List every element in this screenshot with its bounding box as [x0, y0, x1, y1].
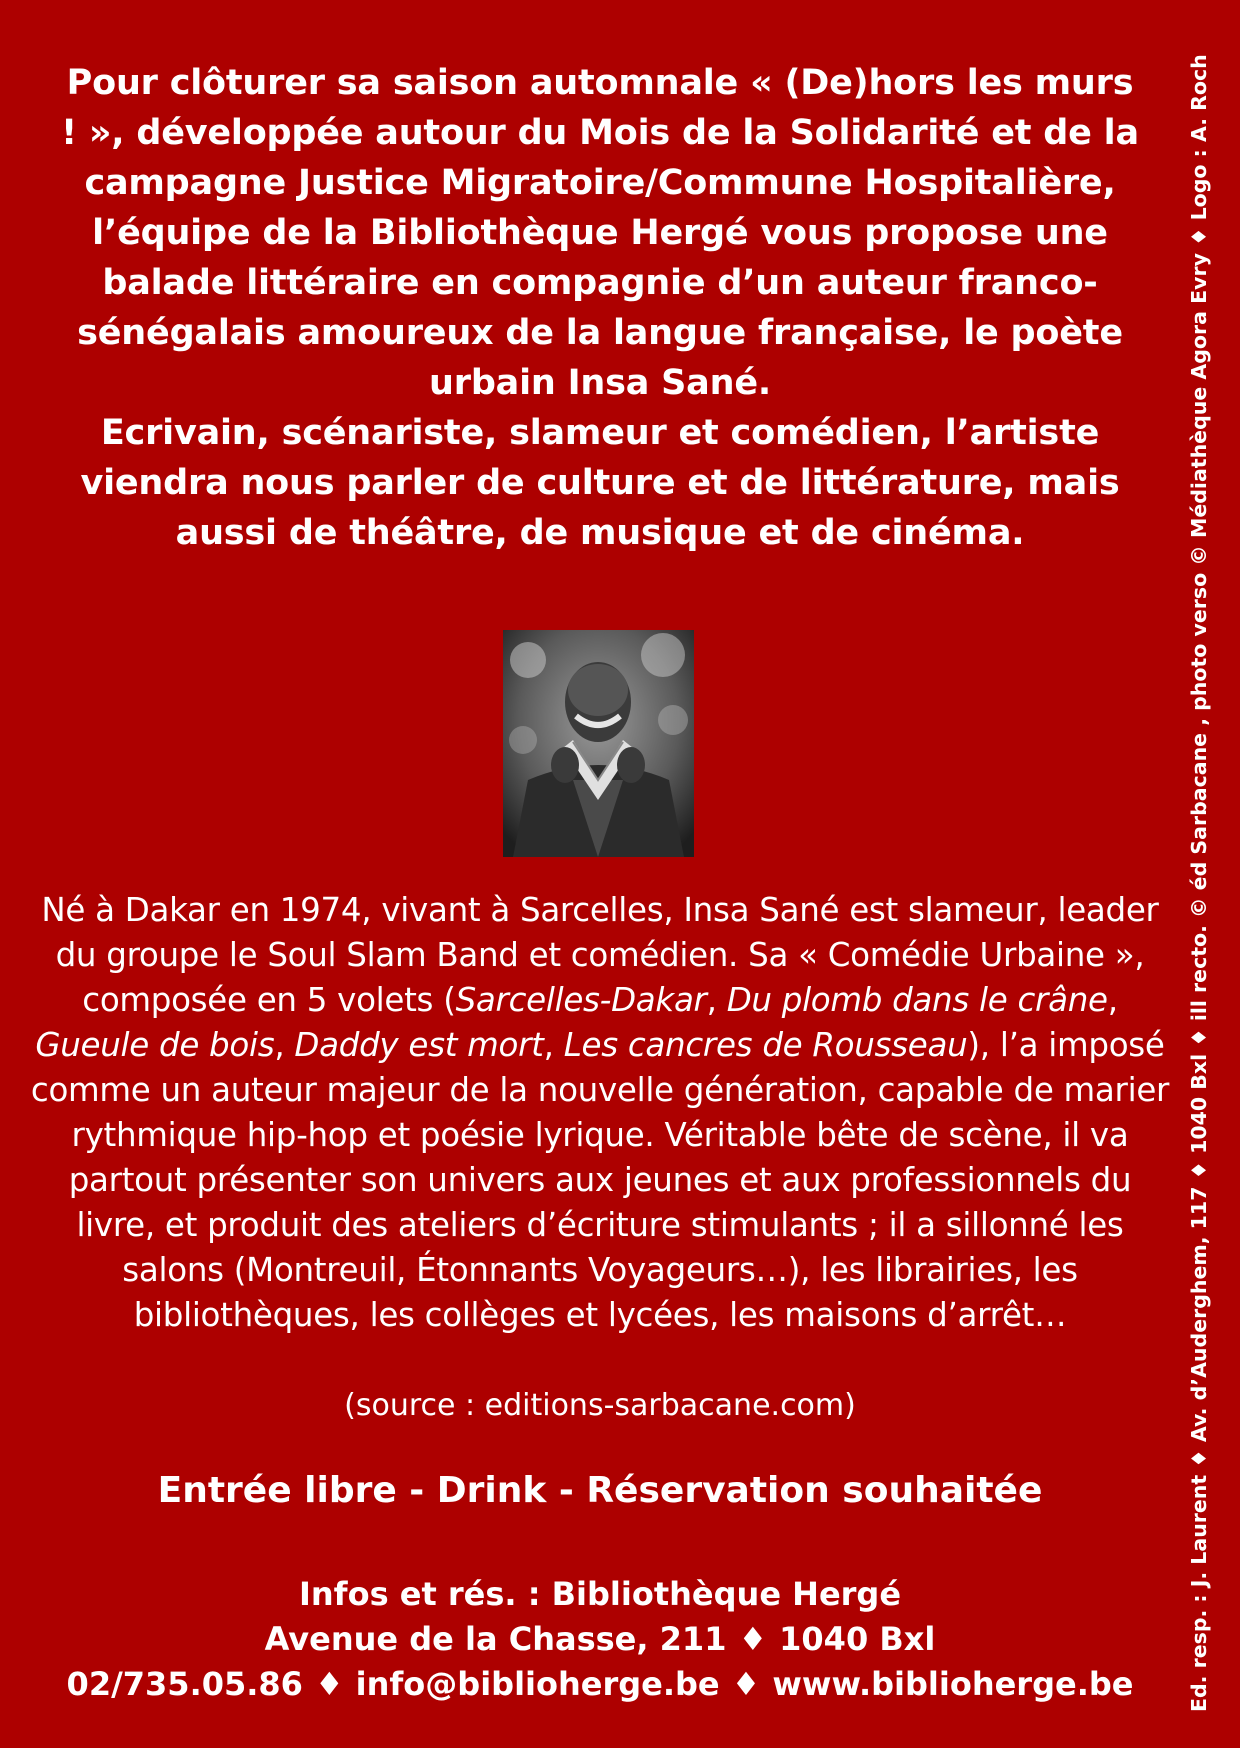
- contact-address-line: [30, 1617, 1170, 1662]
- bio-text-part-1: Né à Dakar en 1974, vivant à Sarcelles, Insa Sané est slameur, leader du groupe le Soul Slam Band et comédien. Sa « Comédie Urbaine », composée en 5 volets (: [41, 891, 1159, 1019]
- contact-line-1: Infos et rés. : Bibliothèque Hergé: [298, 1575, 902, 1613]
- book-title-2: Du plomb dans le crâne: [726, 981, 1108, 1019]
- intro-paragraph-2: Ecrivain, scénariste, slameur et comédien, l’artiste viendra nous parler de culture et de littérature, mais aussi de théâtre, de musique et de cinéma.: [80, 413, 1120, 553]
- title-separator: ,: [1107, 981, 1118, 1019]
- book-title-4: Daddy est mort: [294, 1026, 544, 1064]
- bio-text-part-2: ), l’a imposé comme un auteur majeur de la nouvelle génération, capable de marier rythmique hip-hop et poésie lyrique. Véritable bête de scène, il va partout présenter son univers aux jeunes et aux professionnels du livre, et produit des ateliers d’écriture stimulants ; il a sillonné les salons (Montreuil, Étonnants Voyageurs…), les librairies, les bibliothèques, les collèges et lycées, les maisons d’arrêt…: [30, 1026, 1170, 1334]
- title-separator: ,: [274, 1026, 295, 1064]
- title-separator: ,: [543, 1026, 564, 1064]
- contact-website[interactable]: www.biblioherge.be: [772, 1665, 1134, 1703]
- vertical-credits: Ed. resp. : J. Laurent ♦ Av. d’Auderghem, 117 ♦ 1040 Bxl ♦ ill recto. © éd Sarbacane , photo verso © Médiathèque Agora Evry ♦ Logo : A. Roch: [1187, 54, 1211, 1712]
- book-title-5: Les cancres de Rousseau: [563, 1026, 968, 1064]
- intro-paragraph-1: Pour clôturer sa saison automnale « (De)hors les murs ! », développée autour du Mois de la Solidarité et de la campagne Justice Migratoire/Commune Hospitalière, l’équipe de la Bibliothèque Hergé vous propose une balade littéraire en compagnie d’un auteur franco-sénégalais amoureux de la langue française, le poète urbain Insa Sané.: [61, 63, 1139, 403]
- diamond-separator-icon: ♦: [314, 1665, 344, 1703]
- author-biography: [30, 888, 1170, 1338]
- contact-email[interactable]: info@biblioherge.be: [355, 1665, 720, 1703]
- author-photo-illustration: [503, 630, 694, 857]
- book-title-3: Gueule de bois: [35, 1026, 275, 1064]
- bio-paragraph: [30, 888, 1170, 1338]
- bio-source: (source : editions-sarbacane.com): [344, 1388, 856, 1423]
- title-separator: ,: [706, 981, 727, 1019]
- intro-text: [60, 58, 1140, 558]
- contact-address: Avenue de la Chasse, 211: [264, 1620, 727, 1658]
- entry-info: Entrée libre - Drink - Réservation souhaitée: [157, 1470, 1043, 1511]
- author-photo: [503, 630, 694, 857]
- diamond-separator-icon: ♦: [738, 1620, 768, 1658]
- contact-block: [30, 1572, 1170, 1707]
- diamond-separator-icon: ♦: [731, 1665, 761, 1703]
- contact-city: 1040 Bxl: [779, 1620, 936, 1658]
- book-title-1: Sarcelles-Dakar: [455, 981, 707, 1019]
- contact-details-line: [30, 1662, 1170, 1707]
- contact-phone[interactable]: 02/735.05.86: [66, 1665, 303, 1703]
